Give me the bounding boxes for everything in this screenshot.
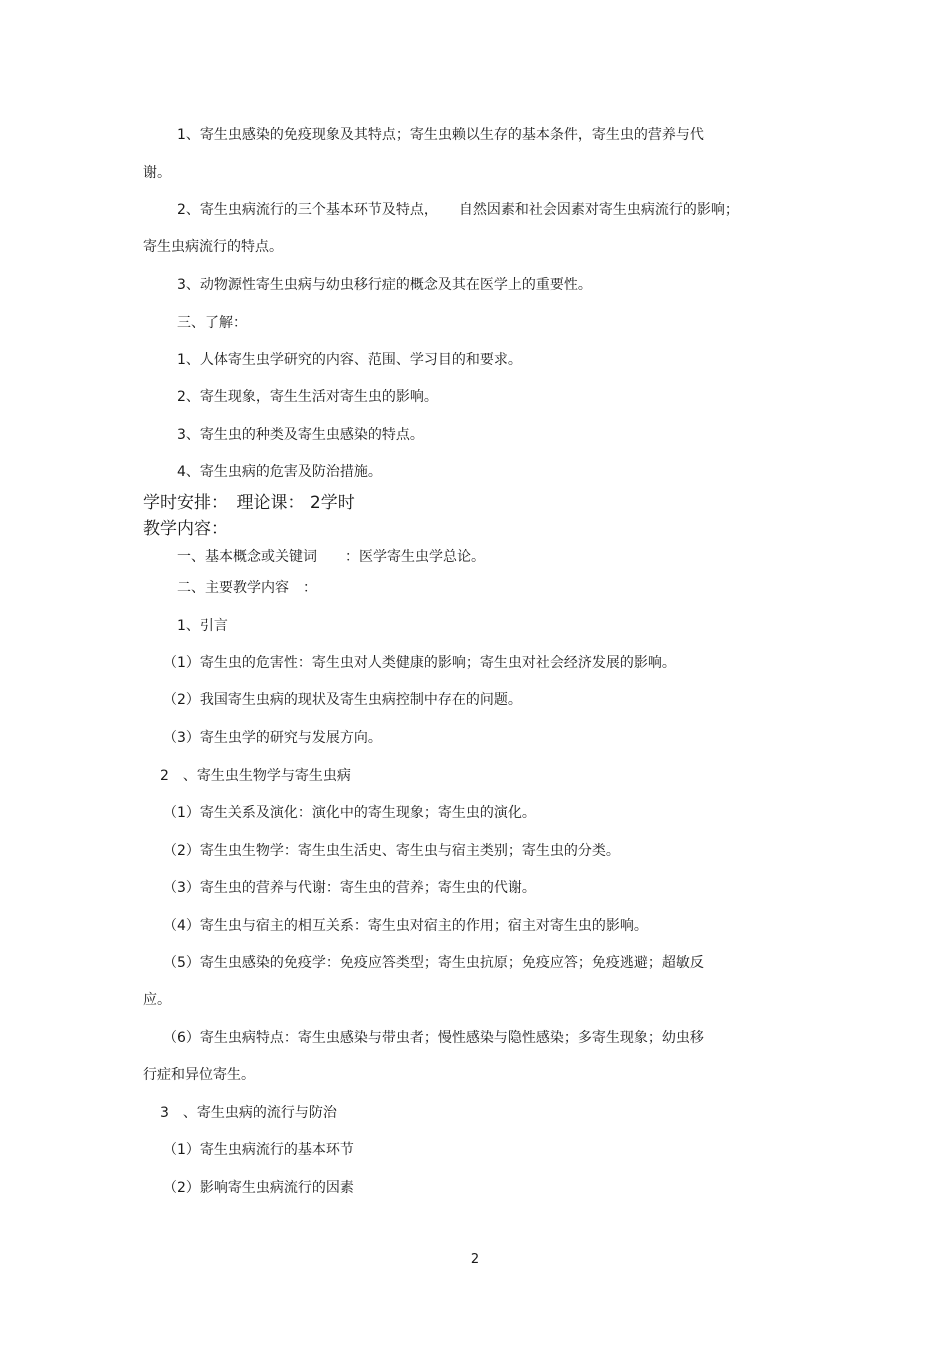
text-line: 2 、寄生虫生物学与寄生虫病 [160,768,351,784]
text-line: 二、主要教学内容 ： [177,580,317,596]
schedule-heading: 学时安排： 理论课： 2学时 [143,493,355,513]
text-line: 谢。 [143,165,171,181]
section-heading: 三、了解： [177,315,247,331]
text-line: （2）影响寄生虫病流行的因素 [163,1180,354,1196]
page-number: 2 [470,1252,480,1267]
text-line: 1、人体寄生虫学研究的内容、范围、学习目的和要求。 [177,352,522,368]
text-line: 2、寄生现象，寄生生活对寄生虫的影响。 [177,389,438,405]
text-line: 寄生虫病流行的特点。 [143,239,283,255]
text-line: 1、寄生虫感染的免疫现象及其特点；寄生虫赖以生存的基本条件，寄生虫的营养与代 [177,127,704,143]
text-line: 4、寄生虫病的危害及防治措施。 [177,464,382,480]
text-line: 行症和异位寄生。 [143,1067,255,1083]
text-line: （1）寄生虫病流行的基本环节 [163,1142,354,1158]
text-line: （6）寄生虫病特点：寄生虫感染与带虫者；慢性感染与隐性感染；多寄生现象；幼虫移 [163,1030,704,1046]
text-line: （3）寄生虫学的研究与发展方向。 [163,730,382,746]
content-heading: 教学内容： [143,519,228,539]
text-line: 2、寄生虫病流行的三个基本环节及特点， 自然因素和社会因素对寄生虫病流行的影响； [177,202,739,218]
text-line: （4）寄生虫与宿主的相互关系：寄生虫对宿主的作用；宿主对寄生虫的影响。 [163,918,648,934]
text-line: 应。 [143,992,171,1008]
text-line: （1）寄生虫的危害性：寄生虫对人类健康的影响；寄生虫对社会经济发展的影响。 [163,655,676,671]
text-line: 3 、寄生虫病的流行与防治 [160,1105,337,1121]
text-line: 3、寄生虫的种类及寄生虫感染的特点。 [177,427,424,443]
text-line: 一、基本概念或关键词 ：医学寄生虫学总论。 [177,549,485,565]
text-line: 3、动物源性寄生虫病与幼虫移行症的概念及其在医学上的重要性。 [177,277,592,293]
text-line: （5）寄生虫感染的免疫学：免疫应答类型；寄生虫抗原；免疫应答；免疫逃避；超敏反 [163,955,704,971]
text-line: （2）我国寄生虫病的现状及寄生虫病控制中存在的问题。 [163,692,522,708]
text-line: （2）寄生虫生物学：寄生虫生活史、寄生虫与宿主类别；寄生虫的分类。 [163,843,620,859]
text-line: （1）寄生关系及演化：演化中的寄生现象；寄生虫的演化。 [163,805,536,821]
text-line: （3）寄生虫的营养与代谢：寄生虫的营养；寄生虫的代谢。 [163,880,536,896]
text-line: 1、引言 [177,618,228,634]
